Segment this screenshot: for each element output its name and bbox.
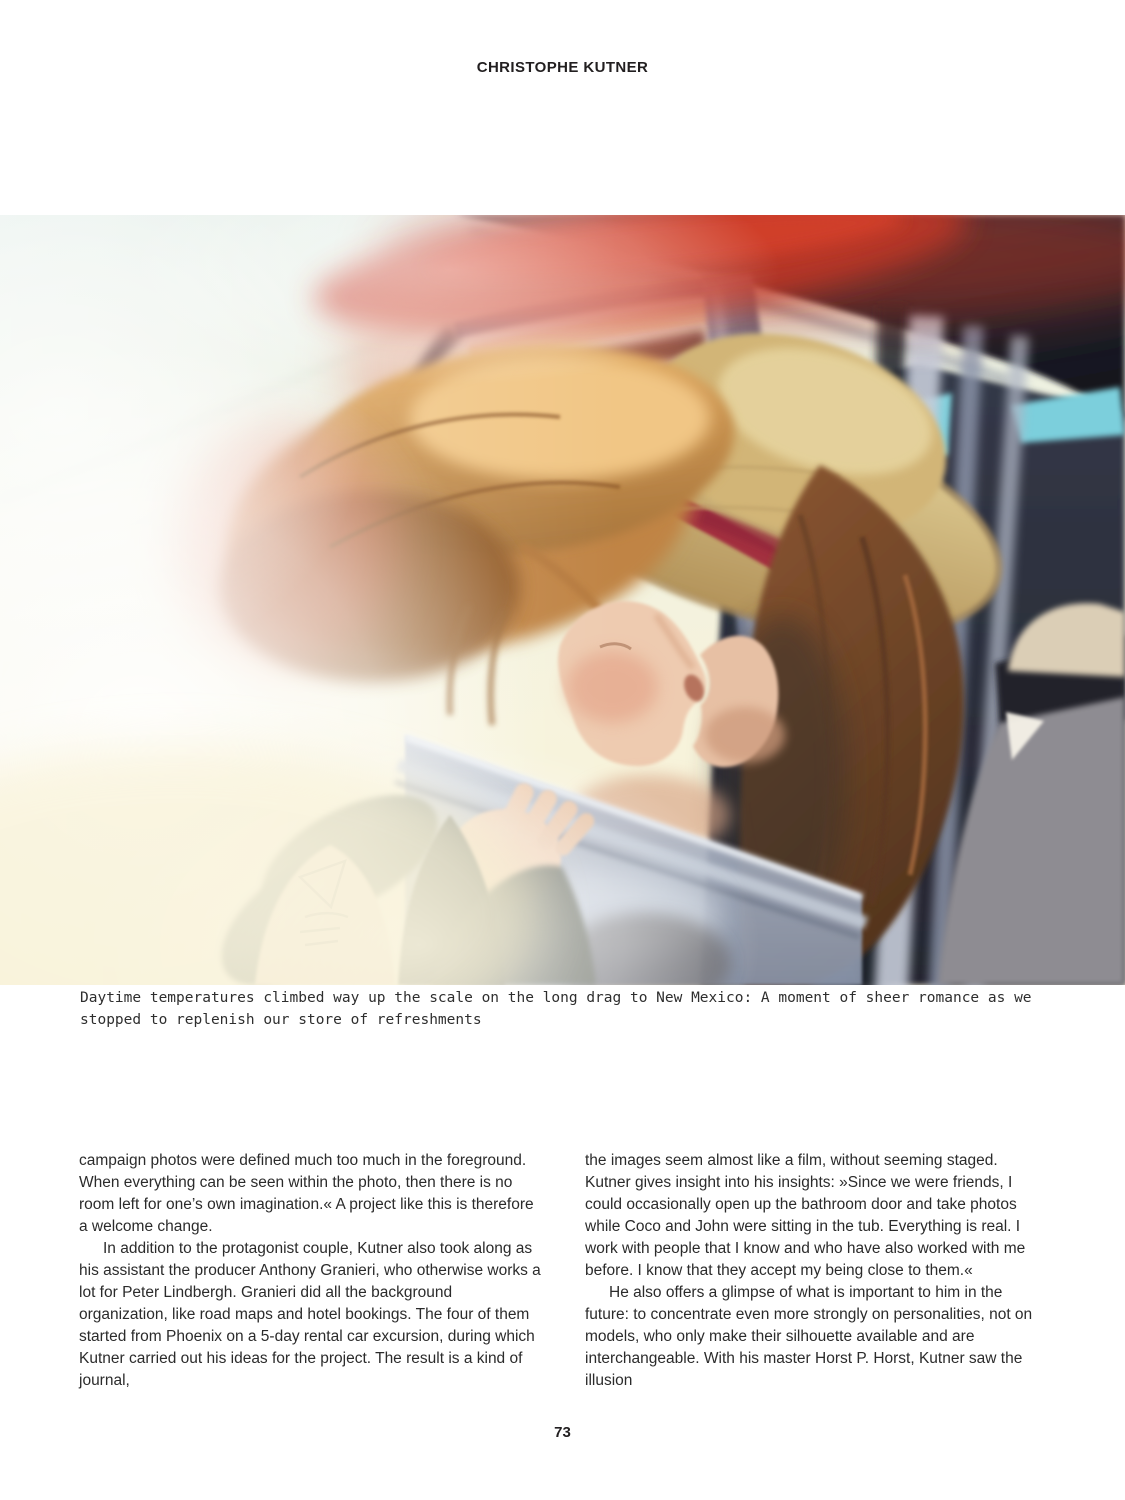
light-haze	[0, 215, 1125, 985]
page-number: 73	[554, 1424, 571, 1441]
hero-photo	[0, 215, 1125, 985]
photo-caption: Daytime temperatures climbed way up the scale on the long drag to New Mexico: A moment of sheer romance as we stopped to replenish our store of refreshments	[80, 990, 1032, 1028]
article-column-left	[79, 1150, 541, 1392]
paragraph: He also offers a glimpse of what is important to him in the future: to concentrate even more strongly on personalities, not on models, who only make their silhouette available and are interchangeable. With his master Horst P. Horst, Kutner saw the illusion	[585, 1284, 1033, 1389]
paragraph: the images seem almost like a film, without seeming staged. Kutner gives insight into his insights: »Since we were friends, I could occasionally open up the bathroom door and take photos while Coco and John were sitting in the tub. Everything is real. I work with people that I know and who have also worked with me before. I know that they accept my being close to them.«	[585, 1152, 1026, 1279]
page-title: CHRISTOPHE KUTNER	[476, 59, 649, 76]
article-body	[79, 1150, 1047, 1392]
paragraph: In addition to the protagonist couple, Kutner also took along as his assistant the producer Anthony Granieri, who otherwise works a lot for Peter Lindbergh. Granieri did all the background organization, like road maps and hotel bookings. The four of them started from Phoenix on a 5-day rental car excursion, during which Kutner carried out his ideas for the project. The result is a kind of journal,	[79, 1240, 541, 1389]
photo-illustration	[0, 215, 1125, 985]
article-column-right	[585, 1150, 1047, 1392]
paragraph: campaign photos were defined much too much in the foreground. When everything can be seen within the photo, then there is no room left for one’s own imagination.« A project like this is therefore a welcome change.	[79, 1152, 534, 1235]
